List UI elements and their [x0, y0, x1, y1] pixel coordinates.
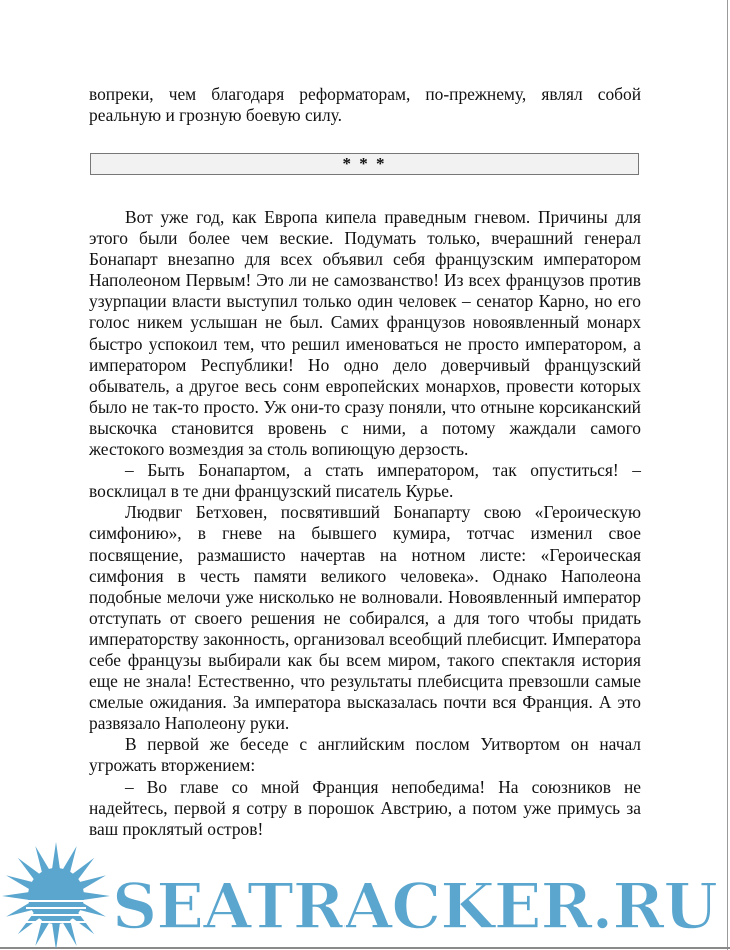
sun-stripe — [26, 900, 86, 902]
sun-stripe — [26, 907, 86, 909]
paragraph-5: – Во главе со мной Франция непобедима! На союзников не надейтесь, первой я сотру в порошок Австрию, а потом уже примусь за ваш проклятый остров! — [89, 776, 641, 839]
sun-stripe — [26, 921, 86, 923]
sun-ray — [52, 842, 60, 870]
intro-block — [89, 84, 641, 126]
paragraph-4: В первой же беседе с английским послом Уитвортом он начал угрожать вторжением: — [89, 734, 641, 776]
watermark — [0, 838, 730, 948]
sun-ray — [52, 922, 60, 948]
section-separator: * * * — [90, 153, 639, 175]
sun-ray — [2, 892, 30, 900]
intro-paragraph: вопреки, чем благодаря реформаторам, по-прежнему, являл собой реальную и грозную боевую силу. — [89, 84, 641, 126]
article-body — [89, 207, 641, 840]
watermark-text: SEATRACKER.RU — [112, 869, 718, 943]
sun-ray — [82, 892, 110, 900]
paragraph-2: – Быть Бонапартом, а стать императором, так опуститься! – восклицал в те дни французский писатель Курье. — [89, 460, 641, 502]
sun-stripe — [26, 914, 86, 916]
sun-logo-icon — [2, 842, 110, 948]
paragraph-1: Вот уже год, как Европа кипела праведным гневом. Причины для этого были более чем веские. Подумать только, вчерашний генерал Бонапарт внезапно для всех объявил себя французским императором Наполеоном Первым! Это ли не самозванство! Из всех французов против узурпации власти выступил только один человек – сенатор Карно, но его голос никем услышан не был. Самих французов новоявленный монарх быстро успокоил тем, что решил именоваться не просто императором, а императором Республики! Но одно дело доверчивый французский обыватель, а другое весь сонм европейских монархов, провести которых было не так-то просто. Уж они-то сразу поняли, что отныне корсиканский выскочка становится вровень с ними, а потому жаждали самого жестокого возмездия за столь вопиющую дерзость. — [89, 207, 641, 460]
page-right-border — [727, 0, 728, 950]
paragraph-3: Людвиг Бетховен, посвятивший Бонапарту свою «Героическую симфонию», в гневе на бывшего кумира, тотчас изменил свое посвящение, размашисто начертав на нотном листе: «Героическая симфония в честь памяти великого человека». Однако Наполеона подобные мелочи уже нисколько не волновали. Новоявленный император отступать от своего решения не собирался, а для того чтобы придать императорству законность, организовал всеобщий плебисцит. Императора себе французы выбирали как бы всем миром, такого спектакля история еще не знала! Естественно, что результаты плебисцита превзошли самые смелые ожидания. За императора высказалась почти вся Франция. А это развязало Наполеону руки. — [89, 502, 641, 734]
